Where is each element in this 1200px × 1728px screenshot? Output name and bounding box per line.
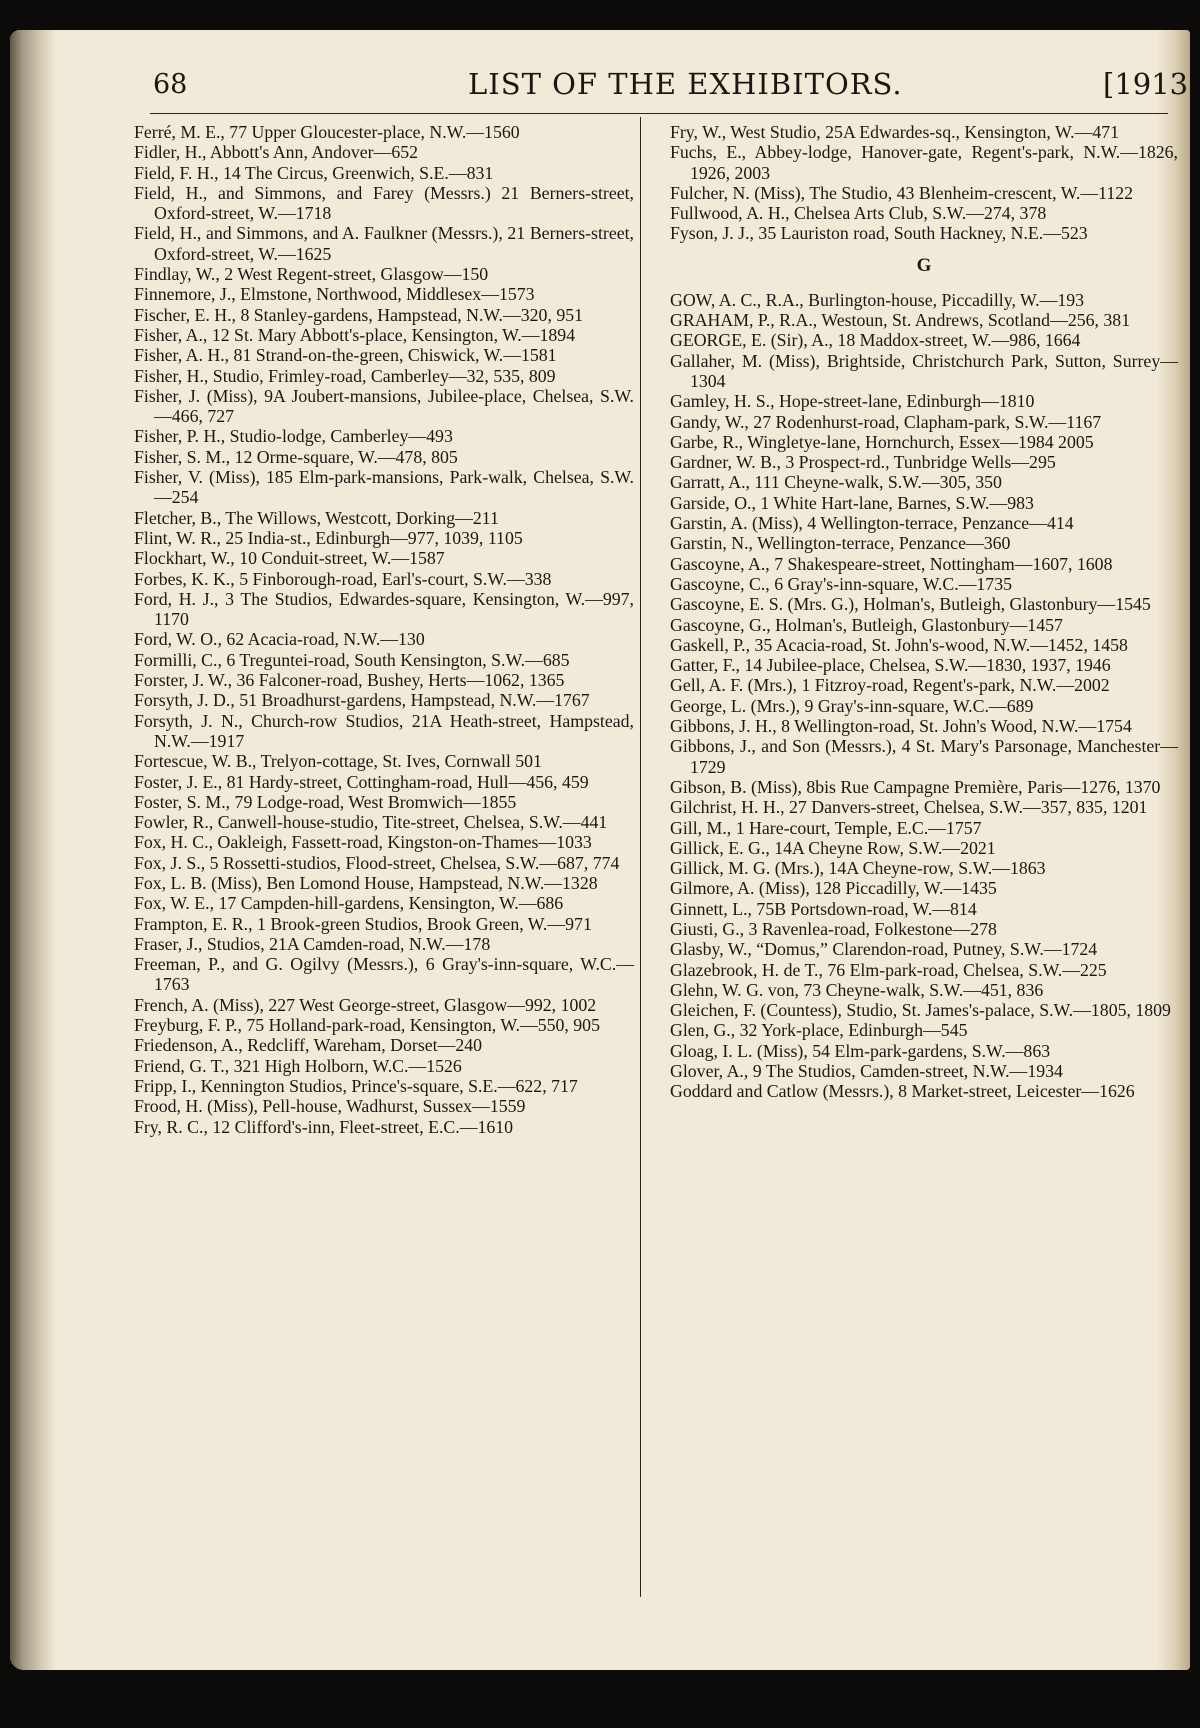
exhibitor-entry: Fripp, I., Kennington Studios, Prince's-square, S.E.—622, 717	[134, 1075, 578, 1096]
exhibitor-entry: Fisher, P. H., Studio-lodge, Camberley—493	[134, 426, 453, 447]
exhibitor-entry: Gillick, E. G., 14A Cheyne Row, S.W.—2021	[670, 837, 996, 858]
exhibitor-entry: Findlay, W., 2 West Regent-street, Glasgow—150	[134, 264, 489, 285]
exhibitor-entry: Gilchrist, H. H., 27 Danvers-street, Chelsea, S.W.—357, 835, 1201	[670, 797, 1148, 818]
exhibitor-entry: GRAHAM, P., R.A., Westoun, St. Andrews, Scotland—256, 381	[670, 310, 1131, 331]
page-title: LIST OF THE EXHIBITORS.	[468, 67, 903, 101]
exhibitor-entry: Forsyth, J. N., Church-row Studios, 21A Heath-street, Hampstead, N.W.—1917	[134, 710, 634, 751]
exhibitor-entry: Field, H., and Simmons, and Farey (Messrs.) 21 Berners-street, Oxford-street, W.—1718	[134, 182, 634, 224]
exhibitor-entry: Flint, W. R., 25 India-st., Edinburgh—977, 1039, 1105	[134, 527, 523, 548]
exhibitor-entry: Gascoyne, G., Holman's, Butleigh, Glastonbury—1457	[670, 614, 1063, 635]
exhibitor-entry: Finnemore, J., Elmstone, Northwood, Middlesex—1573	[134, 284, 535, 305]
right-column-f-entries	[670, 122, 1178, 244]
exhibitor-entry: Fry, W., West Studio, 25A Edwardes-sq., Kensington, W.—471	[670, 122, 1120, 142]
exhibitor-entry: Friend, G. T., 321 High Holborn, W.C.—1526	[134, 1055, 462, 1076]
running-header	[138, 65, 1189, 109]
exhibitor-entry: Fidler, H., Abbott's Ann, Andover—652	[134, 142, 419, 163]
exhibitor-entry: Gilmore, A. (Miss), 128 Piccadilly, W.—1435	[670, 878, 997, 899]
exhibitor-entry: Garbe, R., Wingletye-lane, Hornchurch, Essex—1984 2005	[670, 431, 1094, 452]
exhibitor-entry: Goddard and Catlow (Messrs.), 8 Market-street, Leicester—1626	[670, 1081, 1135, 1102]
exhibitor-entry: Fisher, A. H., 81 Strand-on-the-green, Chiswick, W.—1581	[134, 345, 557, 366]
exhibitor-entry: Fisher, A., 12 St. Mary Abbott's-place, Kensington, W.—1894	[134, 324, 576, 345]
exhibitor-entry: Gibson, B. (Miss), 8bis Rue Campagne Première, Paris—1276, 1370	[670, 776, 1161, 797]
exhibitor-entry: Gascoyne, C., 6 Gray's-inn-square, W.C.—1735	[670, 573, 1012, 594]
exhibitor-entry: Frampton, E. R., 1 Brook-green Studios, Brook Green, W.—971	[134, 913, 592, 934]
exhibitor-entry: Gatter, F., 14 Jubilee-place, Chelsea, S.W.—1830, 1937, 1946	[670, 655, 1111, 676]
exhibitor-entry: Fuchs, E., Abbey-lodge, Hanover-gate, Regent's-park, N.W.—1826, 1926, 2003	[670, 142, 1178, 183]
exhibitor-entry: Ford, W. O., 62 Acacia-road, N.W.—130	[134, 629, 425, 650]
right-column	[670, 122, 1178, 1102]
header-year: [1913	[1103, 67, 1189, 101]
exhibitor-entry: Formilli, C., 6 Treguntei-road, South Kensington, S.W.—685	[134, 649, 570, 670]
exhibitor-entry: Gascoyne, A., 7 Shakespeare-street, Nottingham—1607, 1608	[670, 553, 1113, 574]
exhibitor-entry: Friedenson, A., Redcliff, Wareham, Dorset—240	[134, 1035, 483, 1056]
exhibitor-entry: French, A. (Miss), 227 West George-street, Glasgow—992, 1002	[134, 994, 597, 1015]
exhibitor-entry: Glen, G., 32 York-place, Edinburgh—545	[670, 1020, 968, 1041]
exhibitor-entry: Glazebrook, H. de T., 76 Elm-park-road, Chelsea, S.W.—225	[670, 959, 1107, 980]
exhibitor-entry: Fisher, V. (Miss), 185 Elm-park-mansions, Park-walk, Chelsea, S.W.—254	[134, 467, 634, 508]
exhibitor-entry: Gardner, W. B., 3 Prospect-rd., Tunbridge Wells—295	[670, 452, 1056, 473]
exhibitor-entry: Gibbons, J. H., 8 Wellington-road, St. John's Wood, N.W.—1754	[670, 716, 1132, 737]
exhibitor-entry: Fisher, J. (Miss), 9A Joubert-mansions, Jubilee-place, Chelsea, S.W.—466, 727	[134, 385, 634, 427]
exhibitor-entry: Freeman, P., and G. Ogilvy (Messrs.), 6 Gray's-inn-square, W.C.—1763	[134, 954, 634, 995]
exhibitor-entry: Fullwood, A. H., Chelsea Arts Club, S.W.—274, 378	[670, 203, 1047, 224]
exhibitor-entry: Fischer, E. H., 8 Stanley-gardens, Hampstead, N.W.—320, 951	[134, 304, 584, 325]
exhibitor-entry: Ginnett, L., 75B Portsdown-road, W.—814	[670, 898, 977, 919]
exhibitor-entry: Garstin, A. (Miss), 4 Wellington-terrace, Penzance—414	[670, 513, 1074, 534]
exhibitor-entry: Fortescue, W. B., Trelyon-cottage, St. Ives, Cornwall 501	[134, 751, 542, 772]
exhibitor-entry: Gell, A. F. (Mrs.), 1 Fitzroy-road, Regent's-park, N.W.—2002	[670, 675, 1110, 696]
exhibitor-entry: Forster, J. W., 36 Falconer-road, Bushey, Herts—1062, 1365	[134, 670, 565, 691]
exhibitor-entry: Garratt, A., 111 Cheyne-walk, S.W.—305, 350	[670, 472, 1002, 493]
exhibitor-entry: Fisher, S. M., 12 Orme-square, W.—478, 805	[134, 446, 458, 467]
exhibitor-entry: Fisher, H., Studio, Frimley-road, Camberley—32, 535, 809	[134, 365, 556, 386]
exhibitor-entry: GOW, A. C., R.A., Burlington-house, Piccadilly, W.—193	[670, 289, 1085, 310]
exhibitor-entry: Fox, W. E., 17 Campden-hill-gardens, Kensington, W.—686	[134, 893, 564, 914]
exhibitor-entry: Garstin, N., Wellington-terrace, Penzance—360	[670, 533, 1011, 554]
exhibitor-entry: Field, H., and Simmons, and A. Faulkner (Messrs.), 21 Berners-street, Oxford-street, W.—1625	[134, 223, 634, 264]
section-heading: G	[916, 254, 932, 276]
book-page	[10, 30, 1190, 1670]
exhibitor-entry: Forsyth, J. D., 51 Broadhurst-gardens, Hampstead, N.W.—1767	[134, 690, 590, 711]
exhibitor-entry: Gallaher, M. (Miss), Brightside, Christchurch Park, Sutton, Surrey—1304	[670, 350, 1178, 391]
exhibitor-entry: Gloag, I. L. (Miss), 54 Elm-park-gardens, S.W.—863	[670, 1040, 1051, 1061]
exhibitor-entry: Field, F. H., 14 The Circus, Greenwich, S.E.—831	[134, 162, 494, 183]
exhibitor-entry: Fox, L. B. (Miss), Ben Lomond House, Hampstead, N.W.—1328	[134, 872, 598, 893]
exhibitor-entry: Gandy, W., 27 Rodenhurst-road, Clapham-park, S.W.—1167	[670, 411, 1102, 432]
column-divider	[640, 117, 641, 1597]
exhibitor-entry: Fowler, R., Canwell-house-studio, Tite-street, Chelsea, S.W.—441	[134, 812, 608, 833]
exhibitor-entry: Fraser, J., Studios, 21A Camden-road, N.W.—178	[134, 933, 491, 954]
exhibitor-entry: Glehn, W. G. von, 73 Cheyne-walk, S.W.—451, 836	[670, 979, 1044, 1000]
exhibitor-entry: Gillick, M. G. (Mrs.), 14A Cheyne-row, S.W.—1863	[670, 858, 1046, 879]
book-spine-shadow	[10, 30, 56, 1670]
exhibitor-entry: Gascoyne, E. S. (Mrs. G.), Holman's, Butleigh, Glastonbury—1545	[670, 594, 1151, 615]
exhibitor-entry: Fletcher, B., The Willows, Westcott, Dorking—211	[134, 507, 499, 528]
page-number: 68	[153, 69, 188, 100]
exhibitor-entry: Gleichen, F. (Countess), Studio, St. James's-palace, S.W.—1805, 1809	[670, 1000, 1171, 1021]
header-rule	[150, 113, 1168, 114]
exhibitor-entry: Fyson, J. J., 35 Lauriston road, South Hackney, N.E.—523	[670, 223, 1088, 244]
exhibitor-entry: Gaskell, P., 35 Acacia-road, St. John's-wood, N.W.—1452, 1458	[670, 634, 1128, 655]
exhibitor-entry: GEORGE, E. (Sir), A., 18 Maddox-street, W.—986, 1664	[670, 330, 1081, 351]
exhibitor-entry: Foster, S. M., 79 Lodge-road, West Bromwich—1855	[134, 791, 517, 812]
exhibitor-entry: Ford, H. J., 3 The Studios, Edwardes-square, Kensington, W.—997, 1170	[134, 588, 634, 630]
left-column	[134, 122, 634, 1137]
exhibitor-entry: Fox, H. C., Oakleigh, Fassett-road, Kingston-on-Thames—1033	[134, 832, 592, 853]
exhibitor-entry: Gibbons, J., and Son (Messrs.), 4 St. Mary's Parsonage, Manchester—1729	[670, 736, 1178, 777]
exhibitor-entry: George, L. (Mrs.), 9 Gray's-inn-square, W.C.—689	[670, 695, 1034, 716]
exhibitor-entry: Giusti, G., 3 Ravenlea-road, Folkestone—278	[670, 918, 997, 939]
exhibitor-entry: Ferré, M. E., 77 Upper Gloucester-place, N.W.—1560	[134, 122, 520, 142]
exhibitor-entry: Foster, J. E., 81 Hardy-street, Cottingham-road, Hull—456, 459	[134, 771, 589, 792]
exhibitor-entry: Freyburg, F. P., 75 Holland-park-road, Kensington, W.—550, 905	[134, 1015, 600, 1036]
exhibitor-entry: Fulcher, N. (Miss), The Studio, 43 Blenheim-crescent, W.—1122	[670, 182, 1134, 203]
exhibitor-entry: Gill, M., 1 Hare-court, Temple, E.C.—1757	[670, 817, 982, 838]
exhibitor-entry: Glasby, W., “Domus,” Clarendon-road, Putney, S.W.—1724	[670, 939, 1098, 960]
exhibitor-entry: Garside, O., 1 White Hart-lane, Barnes, S.W.—983	[670, 492, 1034, 513]
exhibitor-entry: Frood, H. (Miss), Pell-house, Wadhurst, Sussex—1559	[134, 1096, 526, 1117]
right-column-g-entries	[670, 290, 1178, 1102]
exhibitor-entry: Forbes, K. K., 5 Finborough-road, Earl's-court, S.W.—338	[134, 568, 552, 589]
exhibitor-entry: Gamley, H. S., Hope-street-lane, Edinburgh—1810	[670, 391, 1035, 412]
exhibitor-entry: Fox, J. S., 5 Rossetti-studios, Flood-street, Chelsea, S.W.—687, 774	[134, 852, 620, 873]
exhibitor-entry: Glover, A., 9 The Studios, Camden-street, N.W.—1934	[670, 1061, 1063, 1082]
exhibitor-entry: Fry, R. C., 12 Clifford's-inn, Fleet-street, E.C.—1610	[134, 1116, 514, 1137]
exhibitor-entry: Flockhart, W., 10 Conduit-street, W.—1587	[134, 548, 445, 569]
